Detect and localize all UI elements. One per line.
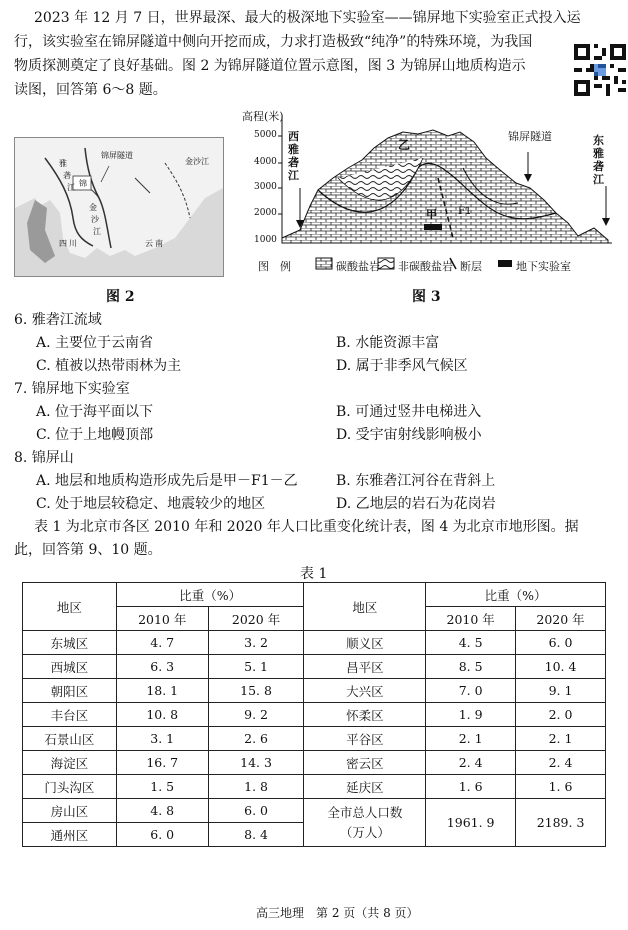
table-row — [23, 751, 606, 775]
table-cell: 西城区 — [23, 655, 117, 679]
fig2-jinsha-3: 江 — [93, 227, 101, 236]
table-cell: 1. 6 — [516, 775, 606, 799]
fig3-east-river-2: 雅 — [593, 147, 604, 160]
fig2-sichuan-2: 川 — [69, 239, 77, 248]
header-year-2020-left: 2020 年 — [208, 607, 304, 631]
fig3-east-river-4: 江 — [593, 173, 604, 186]
table-row — [23, 679, 606, 703]
fig3-legend-carbonate: 碳酸盐岩 — [336, 260, 380, 273]
fig3-legend-noncarbonate: 非碳酸盐岩 — [398, 260, 453, 273]
table-cell: 海淀区 — [23, 751, 117, 775]
fig3-legend-fault: 断层 — [460, 260, 482, 273]
total-population-label — [304, 799, 426, 847]
total-label-line-2: （万人） — [339, 824, 390, 840]
table-cell: 大兴区 — [304, 679, 426, 703]
table-intro-line-2: 此，回答第 9、10 题。 — [14, 542, 162, 558]
fig2-yunnan-1: 云 — [145, 239, 153, 248]
fig2-river-3: 江 — [67, 183, 75, 192]
fig2-tunnel-label: 锦屏隧道 — [101, 151, 133, 160]
fig3-ytick: 1000 — [254, 235, 277, 245]
table-cell: 14. 3 — [208, 751, 304, 775]
table-cell: 1. 8 — [208, 775, 304, 799]
header-year-2010-right: 2010 年 — [426, 607, 516, 631]
intro-line-3: 物质探测奠定了良好基础。图 2 为锦屏隧道位置示意图，图 3 为锦屏山地质构造示 — [14, 58, 526, 74]
table-cell: 密云区 — [304, 751, 426, 775]
header-region-left: 地区 — [23, 583, 117, 631]
fig3-ytick: 5000 — [254, 130, 277, 140]
intro-line-1: 2023 年 12 月 7 日，世界最深、最大的极深地下实验室——锦屏地下实验室正式投入运 — [34, 10, 581, 26]
table-cell: 2. 1 — [516, 727, 606, 751]
table-cell: 3. 1 — [116, 727, 208, 751]
table-cell: 2. 4 — [516, 751, 606, 775]
table-cell: 8. 5 — [426, 655, 516, 679]
table-cell: 10. 8 — [116, 703, 208, 727]
question-7-stem: 7. 锦屏地下实验室 — [14, 381, 130, 397]
table-cell: 9. 1 — [516, 679, 606, 703]
table-cell: 6. 3 — [116, 655, 208, 679]
fig3-ylabel: 高程(米) — [242, 110, 284, 123]
fig3-west-river-3: 砻 — [288, 156, 299, 169]
table-row — [23, 799, 606, 823]
question-8-option-c: C. 处于地层较稳定、地震较少的地区 — [36, 496, 266, 512]
fig3-ytick: 2000 — [254, 208, 277, 218]
fig3-west-river-4: 江 — [288, 169, 299, 182]
fig2-river-2: 砻 — [63, 171, 71, 180]
table-1-title: 表 1 — [300, 566, 328, 582]
fig3-label-yi: 乙 — [398, 138, 411, 152]
fig3-legend-lab: 地下实验室 — [516, 260, 571, 273]
table-cell: 8. 4 — [208, 823, 304, 847]
fig3-east-river-1: 东 — [593, 134, 604, 147]
intro-line-2: 行，该实验室在锦屏隧道中侧向开挖而成，力求打造极致“纯净”的特殊环境，为我国 — [14, 34, 533, 50]
figure-3-caption: 图 3 — [412, 289, 441, 305]
table-cell: 9. 2 — [208, 703, 304, 727]
table-cell: 4. 5 — [426, 631, 516, 655]
table-cell: 怀柔区 — [304, 703, 426, 727]
table-cell: 4. 7 — [116, 631, 208, 655]
table-cell: 东城区 — [23, 631, 117, 655]
table-row — [23, 703, 606, 727]
table-cell: 2. 6 — [208, 727, 304, 751]
table-cell: 平谷区 — [304, 727, 426, 751]
table-cell: 6. 0 — [116, 823, 208, 847]
total-2020: 2189. 3 — [516, 799, 606, 847]
fig3-ytick: 3000 — [254, 182, 277, 192]
table-cell: 2. 1 — [426, 727, 516, 751]
table-cell: 5. 1 — [208, 655, 304, 679]
table-cell: 10. 4 — [516, 655, 606, 679]
population-table — [22, 582, 606, 847]
fig2-yunnan-2: 南 — [155, 239, 163, 248]
total-label-line-1: 全市总人口数 — [327, 804, 403, 820]
fig2-jinsha-2: 沙 — [91, 215, 99, 224]
question-8-option-b: B. 东雅砻江河谷在背斜上 — [336, 473, 496, 489]
table-cell: 石景山区 — [23, 727, 117, 751]
question-6-option-b: B. 水能资源丰富 — [336, 335, 440, 351]
table-row — [23, 775, 606, 799]
fig2-jinsha-1: 金 — [89, 203, 97, 212]
page-footer: 高三地理 第 2 页（共 8 页） — [256, 906, 419, 920]
table-cell: 7. 0 — [426, 679, 516, 703]
table-cell: 2. 0 — [516, 703, 606, 727]
fig2-tunnel-box-label: 锦 — [79, 179, 87, 188]
table-cell: 1. 6 — [426, 775, 516, 799]
question-7-option-c: C. 位于上地幔顶部 — [36, 427, 154, 443]
table-cell: 15. 8 — [208, 679, 304, 703]
header-share-right: 比重（%） — [426, 583, 606, 607]
table-cell: 18. 1 — [116, 679, 208, 703]
header-region-right: 地区 — [304, 583, 426, 631]
total-2010: 1961. 9 — [426, 799, 516, 847]
question-8-option-d: D. 乙地层的岩石为花岗岩 — [336, 496, 496, 512]
table-intro-line-1: 表 1 为北京市各区 2010 年和 2020 年人口比重变化统计表，图 4 为北京市地形图。据 — [34, 519, 579, 535]
fig2-jinsha-label: 金沙江 — [185, 157, 209, 166]
table-row — [23, 631, 606, 655]
question-6-option-d: D. 属于非季风气候区 — [336, 358, 468, 374]
table-cell: 1. 5 — [116, 775, 208, 799]
table-cell: 6. 0 — [516, 631, 606, 655]
table-row — [23, 655, 606, 679]
fig3-label-f1: F1 — [458, 206, 472, 217]
question-7-option-b: B. 可通过竖井电梯进入 — [336, 404, 482, 420]
question-8-option-a: A. 地层和地质构造形成先后是甲－F1－乙 — [36, 473, 298, 489]
question-7-option-d: D. 受宇宙射线影响极小 — [336, 427, 482, 443]
header-year-2010-left: 2010 年 — [116, 607, 208, 631]
table-cell: 3. 2 — [208, 631, 304, 655]
table-cell: 延庆区 — [304, 775, 426, 799]
figure-2-caption: 图 2 — [106, 289, 135, 305]
table-cell: 1. 9 — [426, 703, 516, 727]
fig3-label-jia: 甲 — [426, 208, 437, 221]
figure-3-cross-section — [238, 108, 612, 280]
fig3-east-river-3: 砻 — [593, 160, 604, 173]
table-cell: 昌平区 — [304, 655, 426, 679]
question-6-option-c: C. 植被以热带雨林为主 — [36, 358, 182, 374]
question-8-stem: 8. 锦屏山 — [14, 450, 74, 466]
question-7-option-a: A. 位于海平面以下 — [36, 404, 154, 420]
fig3-west-river-2: 雅 — [288, 143, 299, 156]
table-cell: 2. 4 — [426, 751, 516, 775]
fig2-sichuan-1: 四 — [59, 239, 67, 248]
fig3-west-river-1: 西 — [288, 130, 299, 143]
fig2-river-1: 雅 — [59, 159, 67, 168]
table-cell: 丰台区 — [23, 703, 117, 727]
figure-2-map — [14, 137, 224, 277]
question-6-stem: 6. 雅砻江流域 — [14, 312, 102, 328]
qr-code[interactable] — [574, 44, 626, 96]
table-cell: 通州区 — [23, 823, 117, 847]
fig3-legend-title: 图 例 — [258, 260, 291, 273]
question-6-option-a: A. 主要位于云南省 — [36, 335, 154, 351]
intro-line-4: 读图，回答第 6～8 题。 — [14, 82, 167, 98]
header-year-2020-right: 2020 年 — [516, 607, 606, 631]
table-cell: 门头沟区 — [23, 775, 117, 799]
fig3-ytick: 4000 — [254, 157, 277, 167]
table-cell: 顺义区 — [304, 631, 426, 655]
table-cell: 6. 0 — [208, 799, 304, 823]
table-cell: 房山区 — [23, 799, 117, 823]
table-row — [23, 727, 606, 751]
table-cell: 朝阳区 — [23, 679, 117, 703]
header-share-left: 比重（%） — [116, 583, 304, 607]
table-cell: 4. 8 — [116, 799, 208, 823]
fig3-tunnel-label: 锦屏隧道 — [508, 130, 552, 143]
table-cell: 16. 7 — [116, 751, 208, 775]
